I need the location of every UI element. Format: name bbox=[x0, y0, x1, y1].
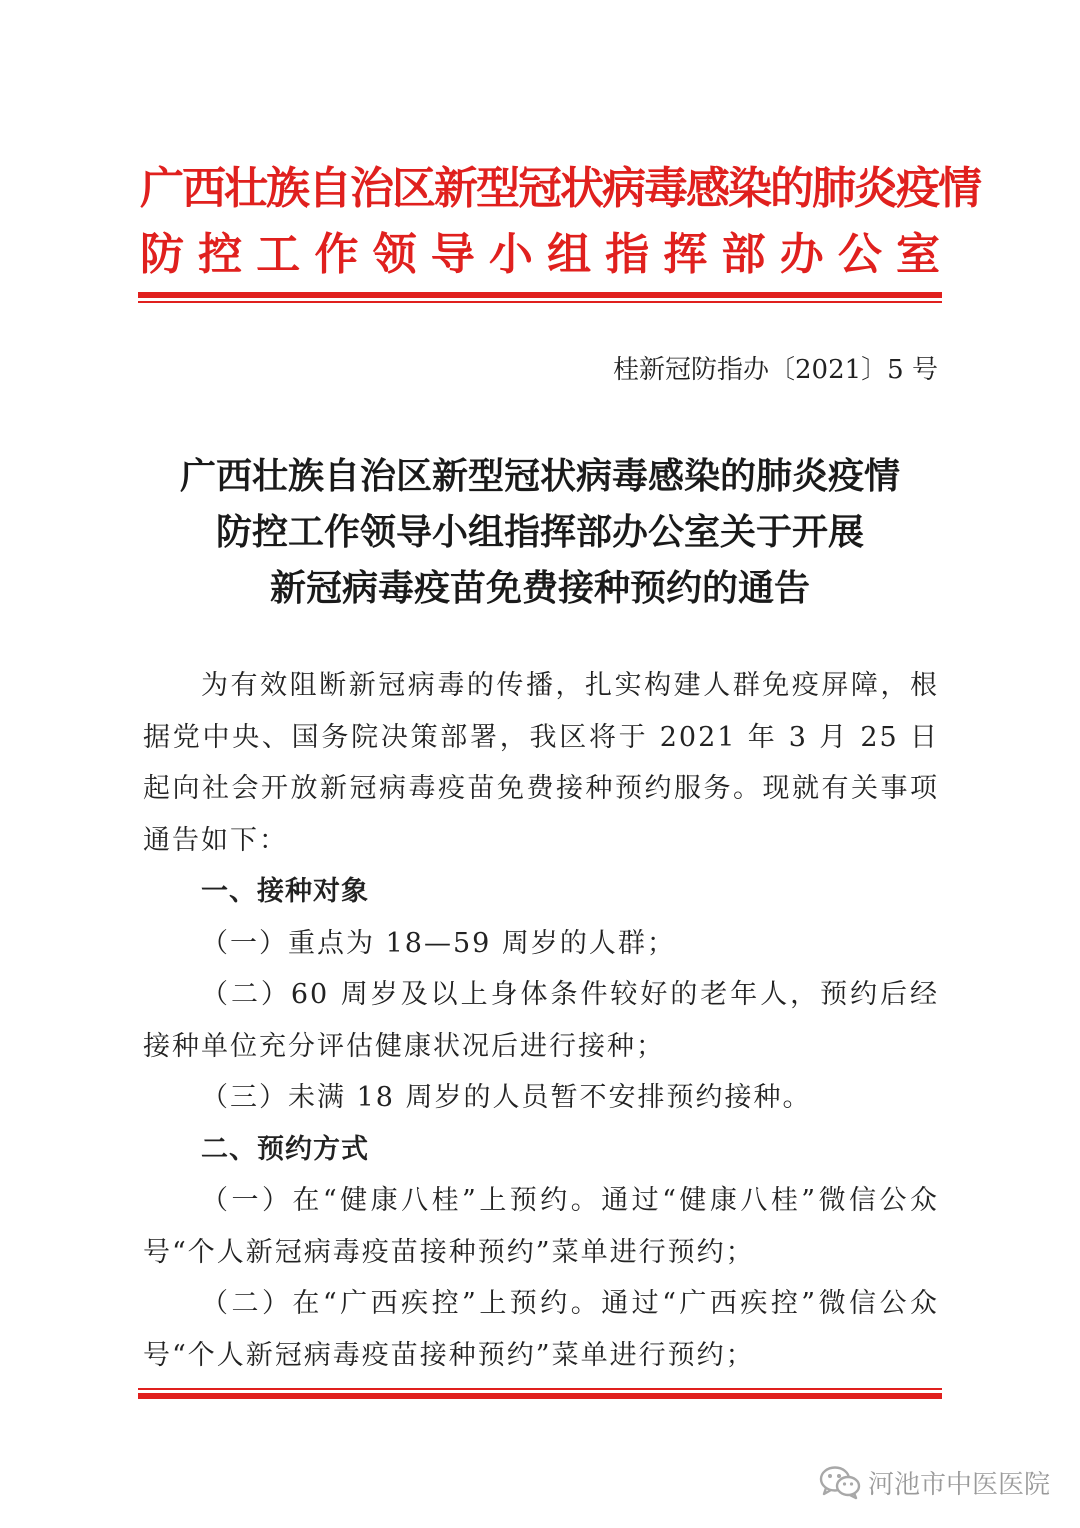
booking-item-2: （二）在“广西疾控”上预约。通过“广西疾控”微信公众号“个人新冠病毒疫苗接种预约”菜单进行预约； bbox=[143, 1288, 939, 1371]
intro-paragraph: 为有效阻断新冠病毒的传播，扎实构建人群免疫屏障，根据党中央、国务院决策部署，我区将于 2021 年 3 月 25 日起向社会开放新冠病毒疫苗免费接种预约服务。现就有关事项通告如下： bbox=[143, 670, 939, 856]
header-red-rule-thin bbox=[138, 301, 942, 303]
target-item-3: （三）未满 18 周岁的人员暂不安排预约接种。 bbox=[201, 1082, 812, 1113]
wechat-icon bbox=[818, 1464, 862, 1500]
watermark-text: 河池市中医医院 bbox=[867, 1469, 1050, 1500]
notice-title bbox=[140, 448, 940, 616]
section-heading-vaccination-targets: 一、接种对象 bbox=[201, 876, 369, 907]
account-watermark bbox=[818, 1462, 1050, 1502]
notice-body bbox=[143, 660, 939, 1381]
footer-red-rule-thick bbox=[138, 1393, 942, 1399]
issuer-title-line-2: 防控工作领导小组指挥部办公室 bbox=[140, 229, 940, 280]
issuer-title-line-1: 广西壮族自治区新型冠状病毒感染的肺炎疫情 bbox=[140, 163, 980, 214]
target-item-1: （一）重点为 18—59 周岁的人群； bbox=[201, 927, 676, 959]
section-heading-booking-methods: 二、预约方式 bbox=[201, 1133, 369, 1165]
footer-red-rule-thin bbox=[138, 1388, 942, 1390]
notice-title-line-2: 防控工作领导小组指挥部办公室关于开展 bbox=[215, 511, 864, 553]
notice-title-line-1: 广西壮族自治区新型冠状病毒感染的肺炎疫情 bbox=[179, 455, 900, 497]
notice-title-line-3: 新冠病毒疫苗免费接种预约的通告 bbox=[269, 567, 810, 609]
header-red-rule-thick bbox=[138, 292, 942, 298]
booking-item-1: （一）在“健康八桂”上预约。通过“健康八桂”微信公众号“个人新冠病毒疫苗接种预约”菜单进行预约； bbox=[143, 1185, 939, 1268]
document-reference-number: 桂新冠防指办〔2021〕5 号 bbox=[613, 355, 938, 385]
target-item-2: （二）60 周岁及以上身体条件较好的老年人，预约后经接种单位充分评估健康状况后进行接种； bbox=[143, 979, 939, 1062]
